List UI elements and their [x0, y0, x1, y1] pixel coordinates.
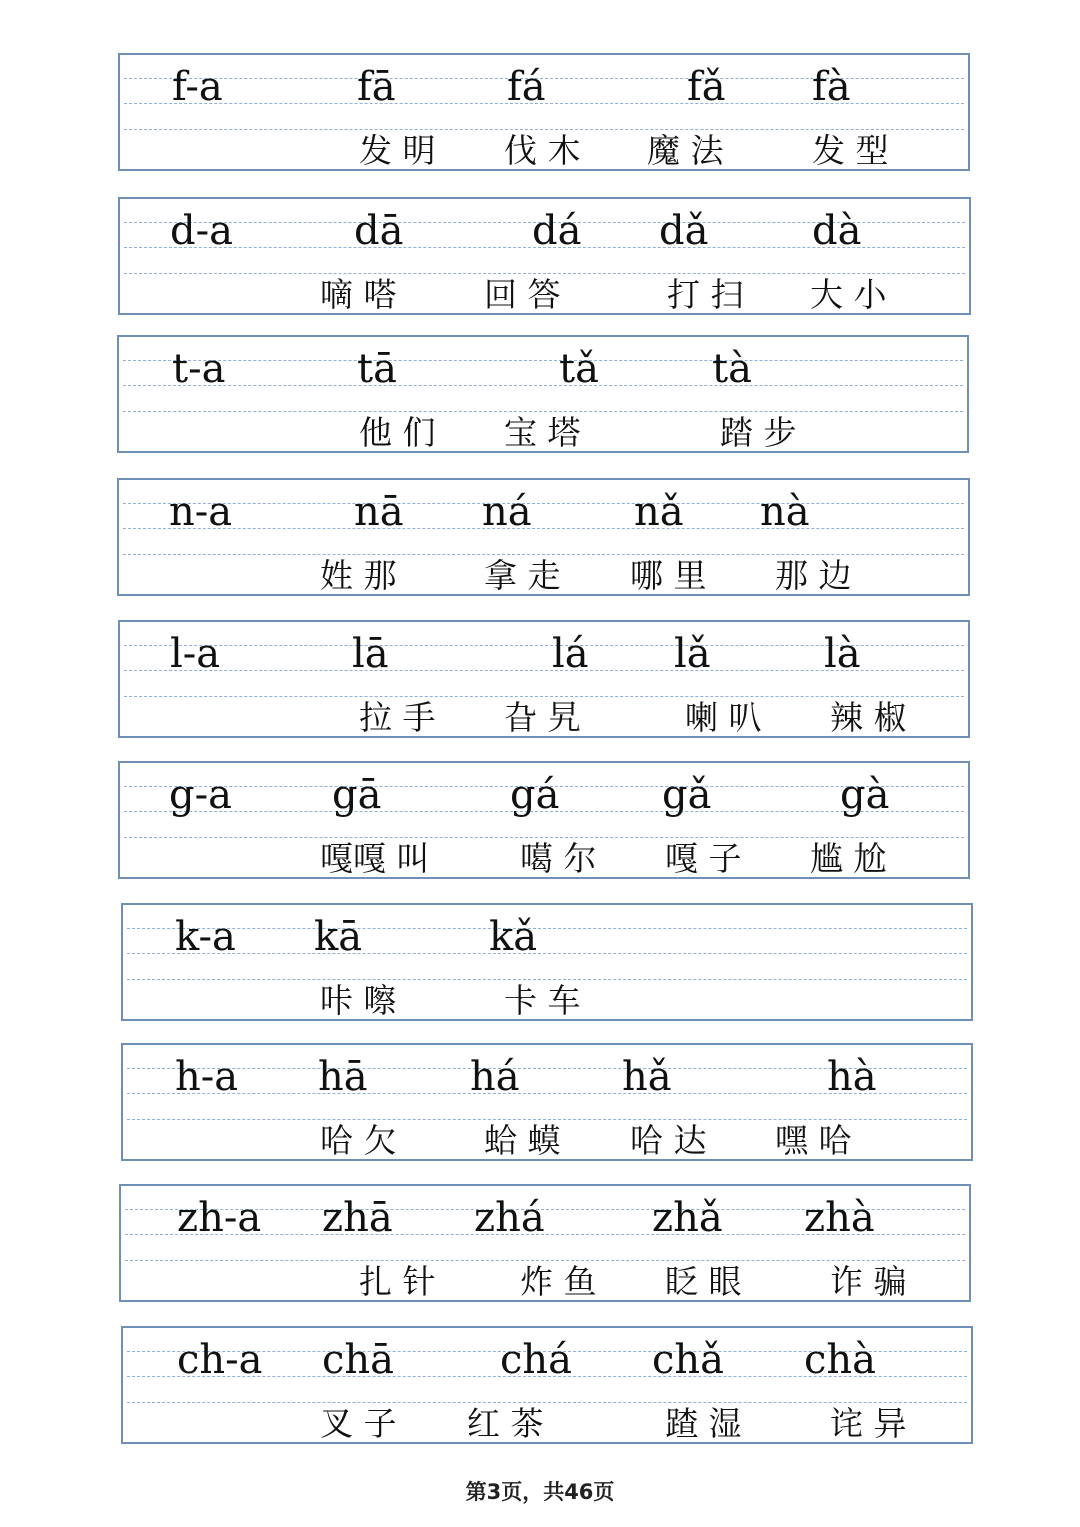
- example-word: 嘿 哈: [775, 1121, 852, 1160]
- pinyin-row-d-a: [118, 197, 971, 315]
- example-word: 炸 鱼: [520, 1262, 597, 1301]
- guide-line: [124, 837, 964, 838]
- example-word: 那 边: [775, 556, 852, 595]
- example-word: 扎 针: [359, 1262, 436, 1301]
- tone-syllable: fá: [507, 64, 546, 110]
- pinyin-row-h-a: [121, 1043, 973, 1161]
- pinyin-row-t-a: [117, 335, 969, 453]
- syllable-label: n-a: [169, 489, 233, 535]
- tone-syllable: chà: [804, 1337, 877, 1383]
- tone-syllable: dā: [354, 208, 404, 254]
- tone-syllable: hā: [318, 1054, 368, 1100]
- pinyin-row-f-a: [118, 53, 970, 171]
- tone-syllable: kǎ: [489, 914, 538, 960]
- example-word: 回 答: [484, 275, 561, 314]
- pinyin-row-g-a: [118, 761, 970, 879]
- example-word: 拉 手: [359, 698, 436, 737]
- example-word: 嘎嘎 叫: [320, 839, 430, 878]
- guide-line: [124, 273, 965, 274]
- example-word: 喇 叭: [685, 698, 762, 737]
- example-word: 叉 子: [320, 1404, 397, 1443]
- tone-syllable: hà: [827, 1054, 877, 1100]
- tone-syllable: gá: [510, 772, 560, 818]
- guide-line: [123, 503, 964, 504]
- tone-syllable: zhá: [474, 1195, 545, 1241]
- tone-syllable: lǎ: [674, 631, 711, 677]
- tone-syllable: zhǎ: [652, 1195, 723, 1241]
- example-word: 发 明: [359, 131, 436, 170]
- example-word: 大 小: [810, 275, 887, 314]
- guide-line: [124, 696, 964, 697]
- example-word: 咔 嚓: [320, 981, 397, 1020]
- guide-line: [125, 1260, 965, 1261]
- guide-line: [123, 554, 964, 555]
- tone-syllable: há: [470, 1054, 520, 1100]
- example-word: 诧 异: [830, 1404, 907, 1443]
- example-word: 辣 椒: [830, 698, 907, 737]
- syllable-label: t-a: [172, 346, 226, 392]
- tone-syllable: ná: [482, 489, 532, 535]
- example-word: 发 型: [812, 131, 889, 170]
- tone-syllable: lá: [552, 631, 589, 677]
- syllable-label: h-a: [175, 1054, 239, 1100]
- guide-line: [123, 411, 963, 412]
- guide-line: [123, 528, 964, 529]
- syllable-label: l-a: [170, 631, 221, 677]
- tone-syllable: dǎ: [659, 208, 709, 254]
- tone-syllable: fà: [812, 64, 851, 110]
- example-word: 嘀 嗒: [320, 275, 397, 314]
- tone-syllable: gā: [332, 772, 382, 818]
- tone-syllable: chǎ: [652, 1337, 725, 1383]
- example-word: 尴 尬: [810, 839, 887, 878]
- example-word: 哈 达: [630, 1121, 707, 1160]
- example-word: 诈 骗: [830, 1262, 907, 1301]
- example-word: 拿 走: [484, 556, 561, 595]
- pinyin-row-n-a: [117, 478, 970, 596]
- tone-syllable: nǎ: [634, 489, 684, 535]
- example-word: 蛤 蟆: [484, 1121, 561, 1160]
- tone-syllable: zhà: [804, 1195, 875, 1241]
- tone-syllable: là: [824, 631, 861, 677]
- pinyin-row-ch-a: [121, 1326, 973, 1444]
- example-word: 红 茶: [467, 1404, 544, 1443]
- syllable-label: zh-a: [177, 1195, 262, 1241]
- tone-syllable: tǎ: [559, 346, 599, 392]
- example-word: 宝 塔: [504, 413, 581, 452]
- syllable-label: k-a: [175, 914, 236, 960]
- syllable-label: ch-a: [177, 1337, 263, 1383]
- guide-line: [127, 979, 967, 980]
- example-word: 姓 那: [320, 556, 397, 595]
- example-word: 打 扫: [667, 275, 744, 314]
- syllable-label: f-a: [172, 64, 223, 110]
- page-number: 第3页，共46页: [465, 1480, 615, 1504]
- tone-syllable: gǎ: [662, 772, 712, 818]
- example-word: 噶 尔: [520, 839, 597, 878]
- guide-line: [127, 928, 967, 929]
- example-word: 蹅 湿: [665, 1404, 742, 1443]
- tone-syllable: dà: [812, 208, 862, 254]
- tone-syllable: tà: [712, 346, 752, 392]
- tone-syllable: lā: [352, 631, 389, 677]
- tone-syllable: nà: [760, 489, 810, 535]
- syllable-label: g-a: [169, 772, 232, 818]
- pinyin-row-zh-a: [119, 1184, 971, 1302]
- example-word: 踏 步: [720, 413, 797, 452]
- tone-syllable: chá: [500, 1337, 573, 1383]
- tone-syllable: tā: [357, 346, 397, 392]
- example-word: 眨 眼: [665, 1262, 742, 1301]
- tone-syllable: zhā: [322, 1195, 393, 1241]
- example-word: 伐 木: [504, 131, 581, 170]
- example-word: 卡 车: [504, 981, 581, 1020]
- example-word: 旮 旯: [504, 698, 581, 737]
- guide-line: [127, 1119, 967, 1120]
- example-word: 魔 法: [647, 131, 724, 170]
- example-word: 嘎 子: [665, 839, 742, 878]
- tone-syllable: nā: [354, 489, 404, 535]
- guide-line: [123, 360, 963, 361]
- guide-line: [127, 1402, 967, 1403]
- tone-syllable: kā: [314, 914, 363, 960]
- tone-syllable: gà: [840, 772, 890, 818]
- pinyin-row-k-a: [121, 903, 973, 1021]
- example-word: 哈 欠: [320, 1121, 397, 1160]
- syllable-label: d-a: [170, 208, 233, 254]
- pinyin-row-l-a: [118, 620, 970, 738]
- example-word: 他 们: [359, 413, 436, 452]
- tone-syllable: fǎ: [687, 64, 726, 110]
- tone-syllable: chā: [322, 1337, 395, 1383]
- tone-syllable: fā: [357, 64, 396, 110]
- guide-line: [127, 953, 967, 954]
- guide-line: [124, 129, 964, 130]
- example-word: 哪 里: [630, 556, 707, 595]
- tone-syllable: dá: [532, 208, 582, 254]
- guide-line: [123, 385, 963, 386]
- tone-syllable: hǎ: [622, 1054, 672, 1100]
